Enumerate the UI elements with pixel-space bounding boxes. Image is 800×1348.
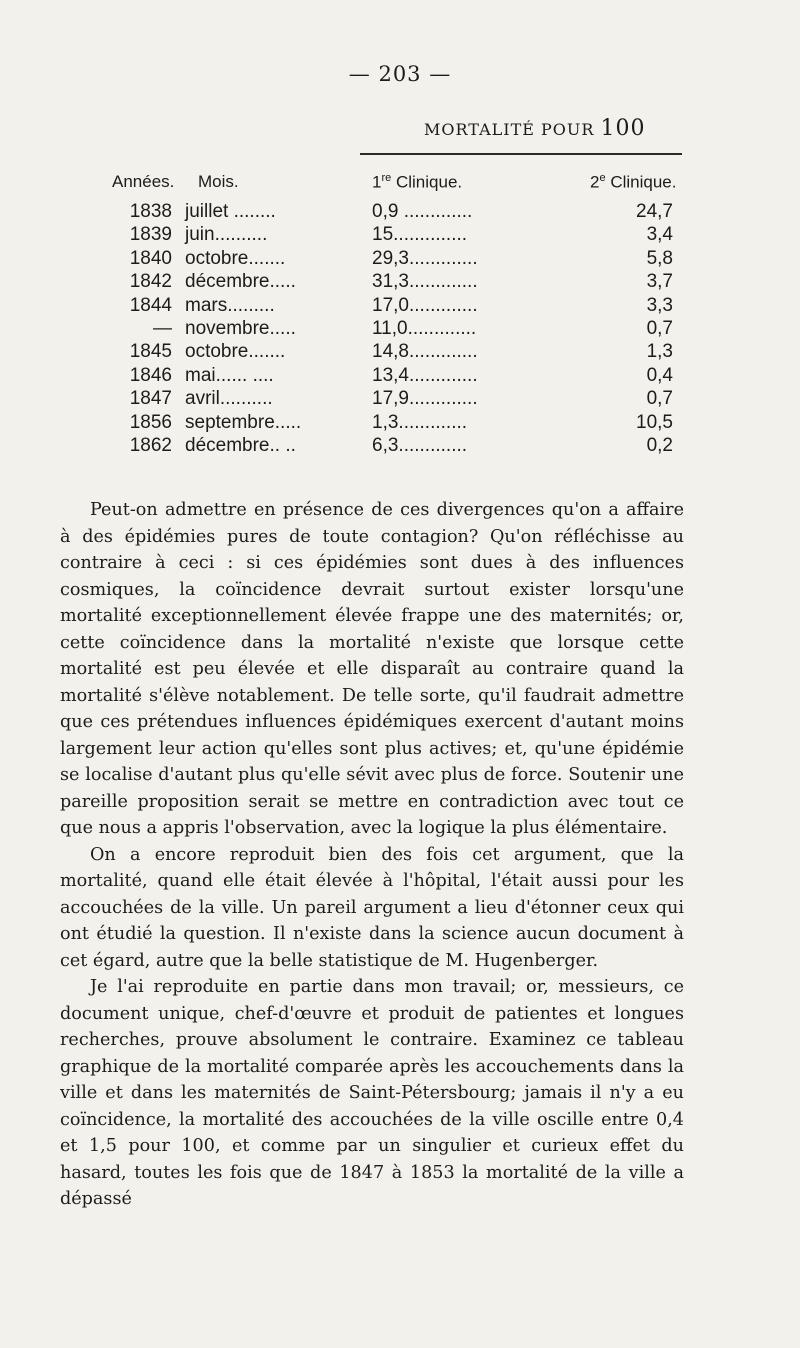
paragraph: On a encore reproduit bien des fois cet argument, que la mortalité, quand elle était élevée à l'hôpital, l'était aussi pour les accouchées de la ville. Un pareil argument a lieu d'étonner ceux qui ont étudié la question. Il n'existe dans la science aucun document à cet égard, autre que la belle statistique de M. Hugenberger.: [60, 844, 684, 971]
paragraph: Peut-on admettre en présence de ces divergences qu'on a affaire à des épidémies pures de toute contagion? Qu'on réfléchisse au contraire à ceci : si ces épidémies sont dues à des influences cosmiques, la coïncidence devrait surtout exister lorsqu'une mortalité exceptionnellement élevée frappe une des maternités; or, cette coïncidence dans la mortalité n'existe que lorsque cette mortalité est peu élevée et elle disparaît au contraire quand la mortalité s'élève notablement. De telle sorte, qu'il faudrait admettre que ces prétendues influences épidémiques exercent d'autant moins largement leur action qu'elles sont plus actives; et, qu'une épidémie se localise d'autant plus qu'elle sévit avec plus de force. Soutenir une pareille proposition serait se mettre en contradiction avec tout ce que nous a appris l'observation, avec la logique la plus élémentaire.: [60, 500, 684, 838]
cell-year: 1839: [129, 224, 172, 246]
cell-year: 1844: [129, 294, 172, 316]
cell-clinic-2: 5,8: [646, 247, 673, 269]
header-clinic-1-sup: re: [381, 172, 392, 184]
cell-month: octobre.......: [185, 247, 286, 269]
body-text: [60, 497, 684, 1213]
cell-clinic-1: 13,4.............: [372, 364, 478, 386]
cell-month: octobre.......: [185, 341, 286, 363]
cell-month: juillet ........: [185, 201, 276, 222]
cell-clinic-1: 17,9.............: [372, 388, 478, 410]
cell-clinic-1: 29,3.............: [372, 247, 478, 269]
cell-clinic-2: 3,7: [646, 271, 673, 293]
cell-clinic-2: 0,4: [646, 364, 673, 386]
cell-month: mars.........: [185, 294, 275, 316]
cell-month: septembre.....: [185, 411, 302, 433]
table-row: [0, 295, 800, 318]
cell-clinic-1: 6,3.............: [372, 434, 468, 456]
cell-clinic-1: 0,9 .............: [372, 201, 473, 222]
table-title-text: MORTALITÉ POUR: [424, 120, 595, 139]
table-row: [0, 412, 800, 435]
cell-month: mai...... ....: [185, 364, 274, 386]
cell-clinic-1: 14,8.............: [372, 341, 478, 363]
table-title: [424, 116, 646, 141]
cell-clinic-2: 0,7: [646, 388, 673, 410]
cell-clinic-2: 0,2: [646, 434, 673, 456]
cell-year: 1856: [129, 411, 172, 433]
cell-year: 1840: [129, 247, 172, 269]
header-clinic-2: [590, 172, 676, 193]
cell-month: novembre.....: [185, 317, 296, 339]
cell-month: avril..........: [185, 388, 273, 410]
header-years: Années.: [112, 172, 175, 191]
cell-clinic-2: 1,3: [646, 341, 673, 363]
table-row: [0, 365, 800, 388]
cell-year: 1845: [129, 341, 172, 363]
header-clinic-1-label: Clinique.: [391, 172, 463, 192]
table-row: [0, 341, 800, 364]
cell-clinic-2: 0,7: [646, 317, 673, 339]
table-row: [0, 435, 800, 458]
cell-clinic-1: 1,3.............: [372, 411, 468, 433]
cell-year: 1838: [129, 201, 172, 222]
cell-year: 1846: [129, 364, 172, 386]
cell-year: 1847: [129, 388, 172, 410]
cell-month: décembre.....: [185, 271, 296, 293]
table-row: [0, 248, 800, 271]
title-rule: [360, 153, 682, 155]
header-months: Mois.: [198, 172, 239, 191]
cell-month: décembre.. ..: [185, 434, 296, 456]
header-clinic-2-num: 2: [590, 172, 600, 192]
cell-clinic-1: 15..............: [372, 224, 468, 246]
header-clinic-1-num: 1: [372, 172, 382, 192]
header-clinic-2-label: Clinique.: [605, 172, 677, 192]
header-clinic-1: [372, 172, 462, 193]
cell-clinic-1: 31,3.............: [372, 271, 478, 293]
cell-clinic-1: 17,0.............: [372, 294, 478, 316]
cell-year: —: [153, 317, 172, 339]
cell-year: 1862: [129, 434, 172, 456]
table-row: [0, 224, 800, 247]
cell-clinic-2: 24,7: [636, 201, 673, 222]
paragraph: Je l'ai reproduite en partie dans mon travail; or, messieurs, ce document unique, chef-d'œuvre et produit de patientes et longues recherches, prouve absolument le contraire. Examinez ce tableau graphique de la mortalité comparée après les accouchements dans la ville et dans les maternités de Saint-Pétersbourg; jamais il n'y a eu coïncidence, la mortalité des accouchées de la ville oscille entre 0,4 et 1,5 pour 100, et comme par un singulier et curieux effet du hasard, toutes les fois que de 1847 à 1853 la mortalité de la ville a dépassé: [60, 977, 684, 1209]
table-row: [0, 271, 800, 294]
cell-clinic-2: 3,3: [646, 294, 673, 316]
cell-month: juin..........: [185, 224, 268, 246]
cell-clinic-1: 11,0.............: [372, 317, 477, 339]
table-row: [0, 201, 800, 224]
table-title-number: 100: [600, 116, 646, 141]
mortality-table: [0, 201, 800, 458]
cell-year: 1842: [129, 271, 172, 293]
table-row: [0, 388, 800, 411]
page-number: — 203 —: [348, 62, 452, 86]
cell-clinic-2: 10,5: [636, 411, 673, 433]
table-row: [0, 318, 800, 341]
header-clinic-2-sup: e: [599, 172, 606, 184]
cell-clinic-2: 3,4: [646, 224, 673, 246]
